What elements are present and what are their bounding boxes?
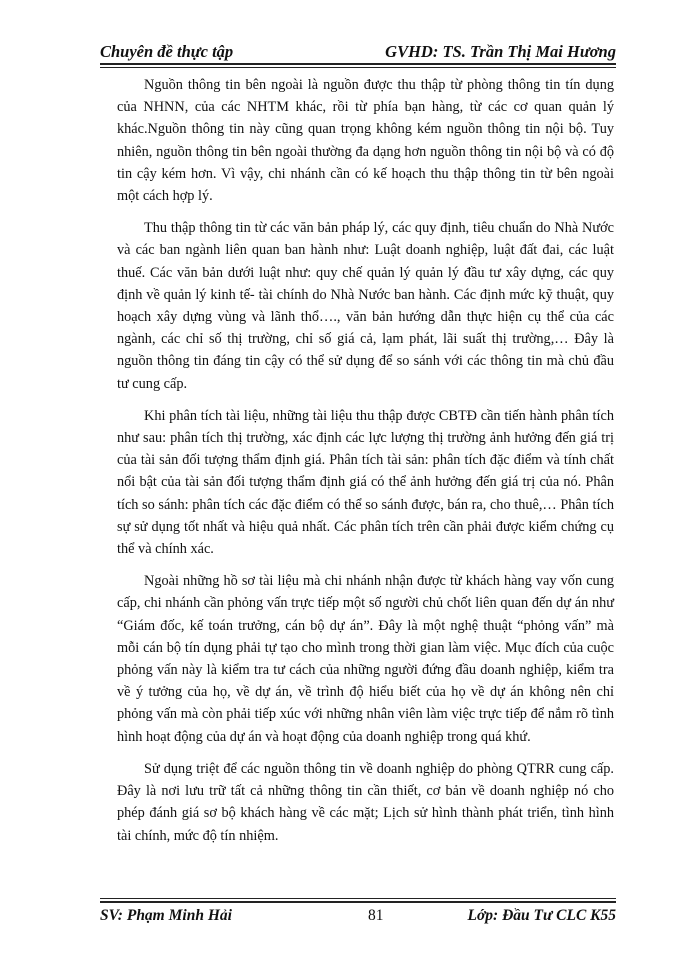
paragraph-legal-documents: Thu thập thông tin từ các văn bản pháp lý, các quy định, tiêu chuẩn do Nhà Nước và các ban ngành liên quan ban hành như: Luật doanh nghiệp, luật đất đai, các luật thuế. Các văn bản dưới luật như: quy chế quản lý quản lý đầu tư xây dựng, các quy định về quản lý kinh tế- tài chính do Nhà Nước ban hành. Các định mức kỹ thuật, quy hoạch xây dựng vùng và lãnh thổ…., văn bản hướng dẫn thực hiện cụ thể của các ngành, các chỉ số thị trường, chỉ số giá cả, lạm phát, lãi suất thị trường,… Đây là nguồn thông tin đáng tin cậy có thể sử dụng để so sánh với các thông tin mà chủ đầu tư cung cấp. (117, 220, 614, 392)
header-double-rule (100, 63, 616, 68)
footer-student-name: SV: Phạm Minh Hải (100, 907, 232, 924)
paragraph-document-analysis: Khi phân tích tài liệu, những tài liệu thu thập được CBTĐ cần tiến hành phân tích như sau: phân tích thị trường, xác định các lực lượng thị trường ảnh hưởng đến giá trị của tài sản đối tượng thẩm định giá. Phân tích tài sản: phân tích đặc điểm và tính chất nổi bật của tài sản đối tượng thẩm định giá có thể ảnh hưởng đến giá trị của nó. Phân tích so sánh: phân tích các đặc điểm có thể so sánh được, bán ra, cho thuê,… Phân tích sự sử dụng tốt nhất và hiệu quả nhất. Các phân tích trên cần phải được kiểm chứng cụ thể và chính xác. (117, 407, 614, 558)
header-supervisor: GVHD: TS. Trần Thị Mai Hương (385, 42, 616, 61)
header-document-type: Chuyên đề thực tập (100, 42, 234, 61)
footer-class-name: Lớp: Đầu Tư CLC K55 (467, 907, 616, 924)
page-body (117, 74, 614, 857)
paragraph-risk-department: Sử dụng triệt để các nguồn thông tin về doanh nghiệp do phòng QTRR cung cấp. Đây là nơi lưu trữ tất cả những thông tin cần thiết, cơ bản về doanh nghiệp nó cho phép đánh giá sơ bộ khách hàng về các mặt; Lịch sử hình thành phát triển, tình hình tài chính, mức độ tín nhiệm. (117, 760, 614, 844)
paragraph-interviews: Ngoài những hồ sơ tài liệu mà chi nhánh nhận được từ khách hàng vay vốn cung cấp, chi nhánh cần phỏng vấn trực tiếp một số người chủ chốt liên quan đến dự án như “Giám đốc, kế toán trưởng, cán bộ dự án”. Đây là một nghệ thuật “phỏng vấn” mà mỗi cán bộ tín dụng phải tự tạo cho mình trong thời gian làm việc. Mục đích của cuộc phỏng vấn này là kiểm tra tư cách của những người đứng đầu doanh nghiệp, kiểm tra về ý tưởng của họ, về dự án, về trình độ hiểu biết của họ về dự án không nên chỉ phỏng vấn mà còn phải tiếp xúc với những nhân viên làm việc trực tiếp để nắm rõ tình hình hoạt động của dự án và hoạt động của doanh nghiệp trong quá khứ. (117, 573, 614, 745)
page-footer (100, 898, 616, 928)
paragraph-external-sources: Nguồn thông tin bên ngoài là nguồn được thu thập từ phòng thông tin tín dụng của NHNN, của các NHTM khác, rồi từ phía bạn hàng, từ các cơ quan quản lý khác.Nguồn thông tin này cũng quan trọng không kém nguồn thông tin nội bộ. Tuy nhiên, nguồn thông tin bên ngoài thường đa dạng hơn nguồn thông tin nội bộ và có độ tin cậy kém hơn. Vì vậy, chi nhánh cần có kế hoạch thu thập thông tin từ bên ngoài một cách hợp lý. (117, 77, 614, 205)
footer-page-number: 81 (368, 907, 384, 924)
page-header (100, 40, 616, 66)
footer-double-rule (100, 898, 616, 903)
